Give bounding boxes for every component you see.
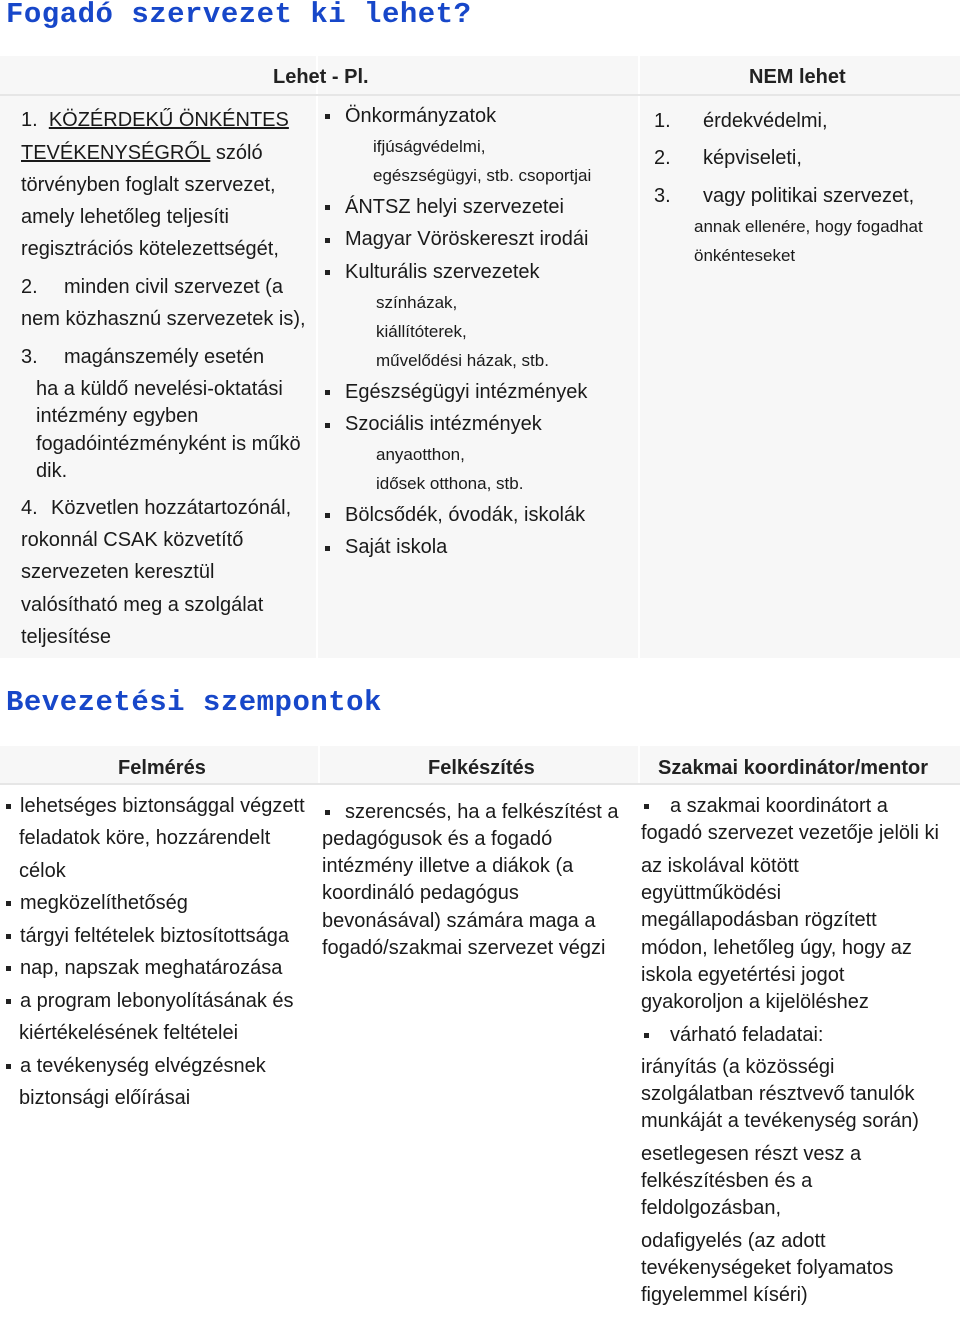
list-item: vagy politikai szervezet, bbox=[703, 185, 915, 207]
text: módon, lehetőleg úgy, hogy az bbox=[641, 937, 912, 959]
text: koordináló pedagógus bbox=[322, 882, 519, 904]
text: intézmény illetve a diákok (a bbox=[322, 855, 574, 877]
list-item: képviseleti, bbox=[703, 147, 802, 169]
bullet-icon bbox=[6, 934, 11, 939]
sub-item: idősek otthona, stb. bbox=[376, 474, 524, 493]
law-link-part2: TEVÉKENYSÉGRŐL bbox=[21, 142, 211, 164]
bullet-icon bbox=[325, 423, 330, 428]
text: intézmény egyben bbox=[36, 405, 199, 427]
text: Közvetlen hozzátartozónál, bbox=[51, 497, 292, 519]
list-item: Magyar Vöröskereszt irodái bbox=[345, 228, 589, 250]
bullet-icon bbox=[325, 546, 330, 551]
law-link-part1: KÖZÉRDEKŰ ÖNKÉNTES bbox=[48, 109, 289, 131]
col-header-felkeszites: Felkészítés bbox=[428, 757, 535, 779]
text: valósítható meg a szolgálat bbox=[21, 594, 264, 616]
list-item: Bölcsődék, óvodák, iskolák bbox=[345, 504, 586, 526]
sub-item: színházak, bbox=[376, 293, 458, 312]
text: bevonásával) számára maga a bbox=[322, 910, 596, 932]
list-item: megközelíthetőség bbox=[20, 892, 188, 914]
bullet-icon bbox=[644, 804, 649, 809]
text: dik. bbox=[36, 460, 68, 482]
text: figyelemmel kíséri) bbox=[641, 1284, 808, 1306]
text: fogadó szervezet vezetője jelöli ki bbox=[641, 822, 939, 844]
item-number: 1. bbox=[654, 110, 671, 132]
bullet-icon bbox=[325, 238, 330, 243]
list-item: Saját iskola bbox=[345, 536, 448, 558]
list-item: a program lebonyolításának és bbox=[20, 990, 294, 1012]
bullet-icon bbox=[325, 205, 330, 210]
list-item: várható feladatai: bbox=[670, 1024, 824, 1046]
list-item: a szakmai koordinátort a bbox=[670, 795, 888, 817]
text: szóló bbox=[210, 142, 263, 164]
item-number: 2. bbox=[654, 147, 671, 169]
bullet-icon bbox=[325, 513, 330, 518]
col-header-lehet: Lehet - Pl. bbox=[273, 66, 369, 88]
text: minden civil szervezet (a bbox=[64, 276, 283, 298]
text: munkáját a tevékenység során) bbox=[641, 1110, 919, 1132]
col-header-koordinator: Szakmai koordinátor/mentor bbox=[658, 757, 929, 779]
text: fogadóintézményként is műkö bbox=[36, 433, 301, 455]
list-item: nap, napszak meghatározása bbox=[20, 957, 283, 979]
text: biztonsági előírásai bbox=[19, 1087, 191, 1109]
text: megállapodásban rögzített bbox=[641, 909, 877, 931]
bullet-icon bbox=[644, 1033, 649, 1038]
bullet-icon bbox=[325, 390, 330, 395]
text: felkészítésben és a bbox=[641, 1170, 813, 1192]
bullet-icon bbox=[6, 804, 11, 809]
list-item: lehetséges biztonsággal végzett bbox=[20, 795, 305, 817]
bullet-icon bbox=[325, 114, 330, 119]
item-number: 2. bbox=[21, 276, 38, 298]
list-item: Önkormányzatok bbox=[345, 105, 497, 127]
bullet-icon bbox=[6, 966, 11, 971]
text: fogadó/szakmai szervezet végzi bbox=[322, 937, 606, 959]
list-item: érdekvédelmi, bbox=[703, 110, 828, 132]
text: az iskolával kötött bbox=[641, 855, 799, 877]
text: odafigyelés (az adott bbox=[641, 1230, 826, 1252]
text: feladatok köre, hozzárendelt bbox=[19, 827, 271, 849]
text: irányítás (a közösségi bbox=[641, 1056, 835, 1078]
col-header-nem-lehet: NEM lehet bbox=[749, 66, 846, 88]
text: kiértékelésének feltételei bbox=[19, 1022, 239, 1044]
sub-item: anyaotthon, bbox=[376, 445, 465, 464]
text: célok bbox=[19, 860, 66, 882]
text: törvényben foglalt szervezet, bbox=[21, 174, 276, 196]
text: rokonnál CSAK közvetítő bbox=[21, 529, 244, 551]
header-divider bbox=[0, 783, 960, 785]
item-number: 3. bbox=[21, 346, 38, 368]
bullet-icon bbox=[6, 1064, 11, 1069]
list-item: ÁNTSZ helyi szervezetei bbox=[345, 196, 564, 218]
sub-item: önkénteseket bbox=[694, 246, 796, 265]
bullet-icon bbox=[325, 810, 330, 815]
text: magánszemély esetén bbox=[64, 346, 265, 368]
text: regisztrációs kötelezettségét, bbox=[21, 238, 279, 260]
sub-item: annak ellenére, hogy fogadhat bbox=[694, 217, 923, 236]
text: nem közhasznú szervezetek is), bbox=[21, 308, 306, 330]
bullet-icon bbox=[6, 999, 11, 1004]
list-item: a tevékenység elvégzésnek bbox=[20, 1055, 266, 1077]
text: együttműködési bbox=[641, 882, 782, 904]
section1-title: Fogadó szervezet ki lehet? bbox=[6, 0, 472, 31]
text: tevékenységeket folyamatos bbox=[641, 1257, 894, 1279]
list-item: tárgyi feltételek biztosítottsága bbox=[20, 925, 290, 947]
text: teljesítése bbox=[21, 626, 112, 648]
text: esetlegesen részt vesz a bbox=[641, 1143, 862, 1165]
sub-item: egészségügyi, stb. csoportjai bbox=[373, 166, 592, 185]
bullet-icon bbox=[6, 901, 11, 906]
sub-item: művelődési házak, stb. bbox=[376, 351, 549, 370]
text: szervezeten keresztül bbox=[21, 561, 215, 583]
list-item: Egészségügyi intézmények bbox=[345, 381, 588, 403]
item-number: 4. bbox=[21, 497, 38, 519]
text: szolgálatban résztvevő tanulók bbox=[641, 1083, 915, 1105]
text: ha a küldő nevelési-oktatási bbox=[36, 378, 283, 400]
text: amely lehetőleg teljesíti bbox=[21, 206, 229, 228]
list-item: szerencsés, ha a felkészítést a bbox=[345, 801, 619, 823]
list-item: Kulturális szervezetek bbox=[345, 261, 540, 283]
text: iskola egyetértési jogot bbox=[641, 964, 845, 986]
item-number: 1. bbox=[21, 109, 38, 131]
text: gyakoroljon a kijelöléshez bbox=[641, 991, 869, 1013]
section2-title: Bevezetési szempontok bbox=[6, 686, 382, 719]
col-header-felmeres: Felmérés bbox=[118, 757, 206, 779]
item-number: 3. bbox=[654, 185, 671, 207]
text: pedagógusok és a fogadó bbox=[322, 828, 553, 850]
header-divider bbox=[0, 94, 960, 96]
sub-item: ifjúságvédelmi, bbox=[373, 137, 486, 156]
list-item: Szociális intézmények bbox=[345, 413, 542, 435]
bullet-icon bbox=[325, 270, 330, 275]
sub-item: kiállítóterek, bbox=[376, 322, 467, 341]
text: feldolgozásban, bbox=[641, 1197, 782, 1219]
